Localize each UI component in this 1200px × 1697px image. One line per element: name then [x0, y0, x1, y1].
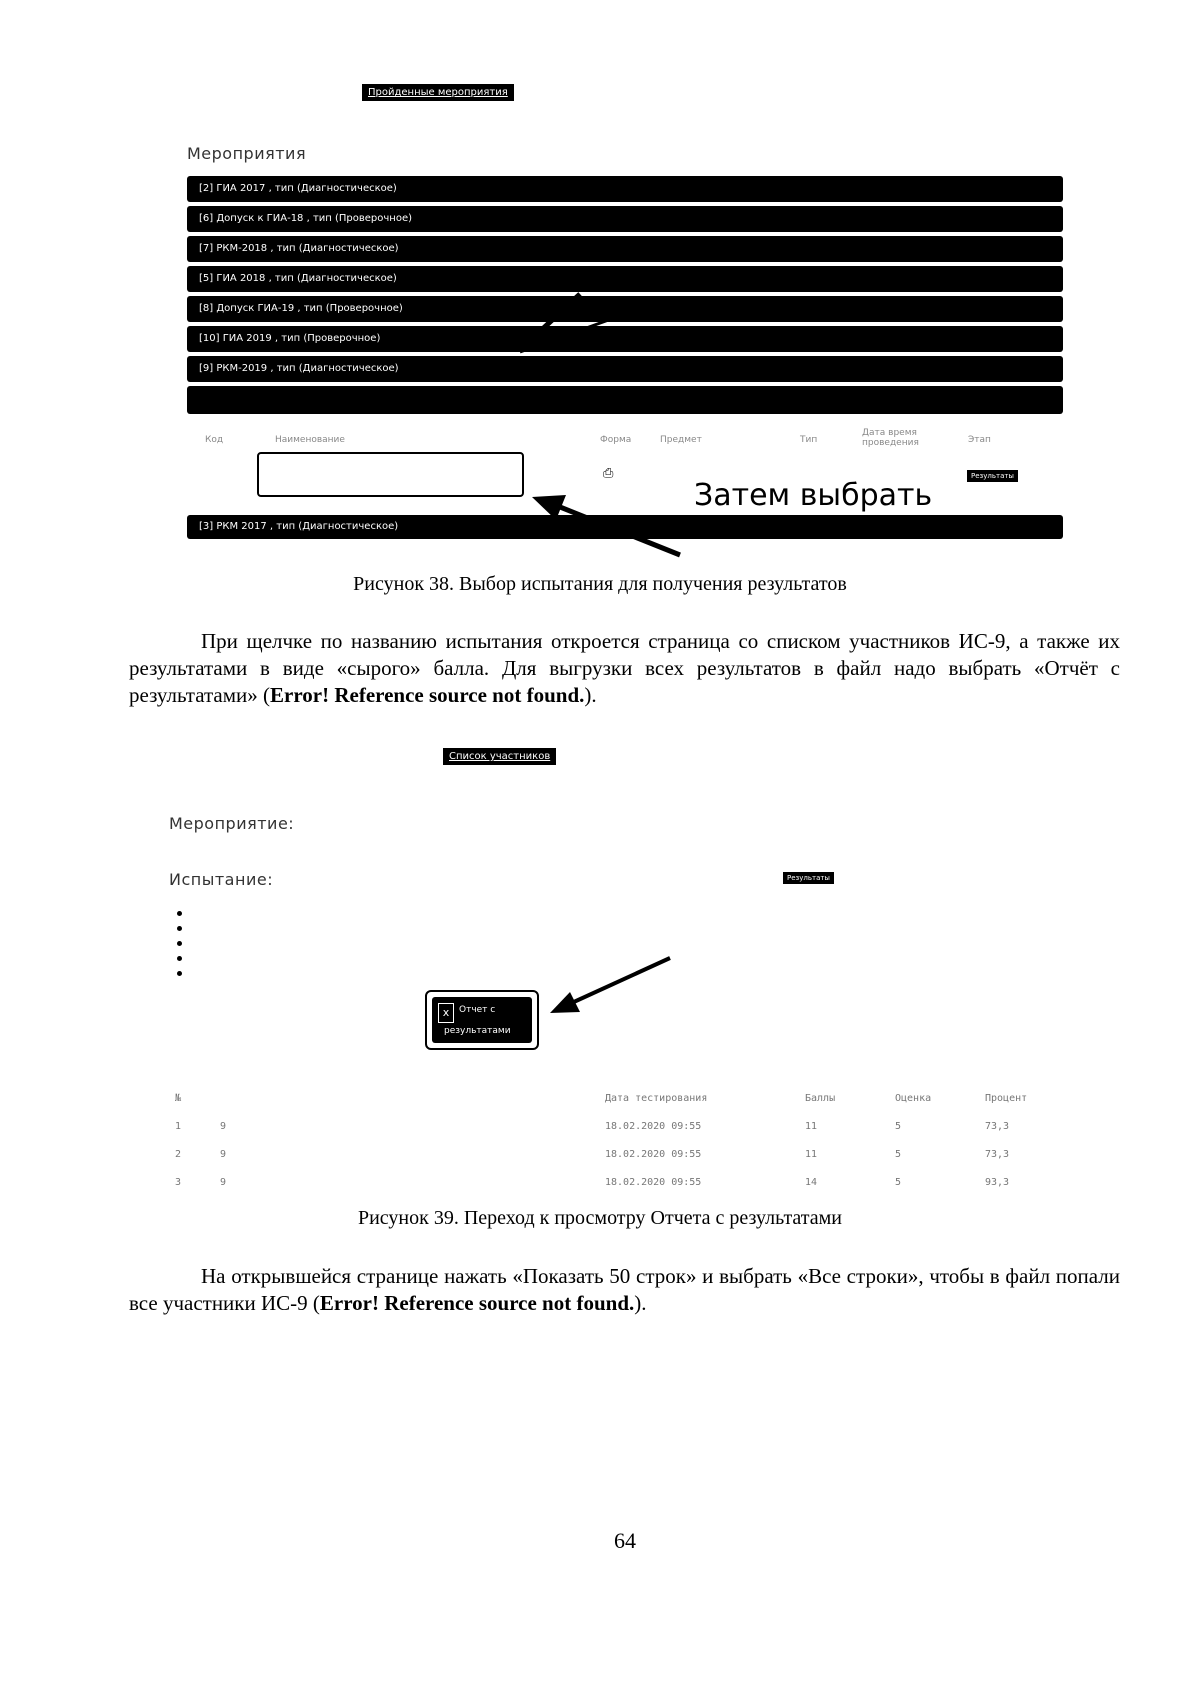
event-row[interactable]: [10] ГИА 2019 , тип (Проверочное) — [187, 326, 1063, 352]
column-header-form: Форма — [600, 435, 632, 445]
annotation-arrow — [540, 950, 680, 1020]
paragraph-end: ). — [584, 683, 597, 707]
report-button-label: Отчет с — [459, 1005, 496, 1015]
bullet-point — [177, 956, 182, 961]
event-row[interactable]: [6] Допуск к ГИА-18 , тип (Проверочное) — [187, 206, 1063, 232]
event-row[interactable]: [2] ГИА 2017 , тип (Диагностическое) — [187, 176, 1063, 202]
details-bullet-list — [177, 911, 182, 986]
cell-percent: 73,3 — [985, 1121, 1010, 1132]
annotation-text-cut: экзамен — [690, 520, 820, 542]
arrow-head — [532, 495, 566, 520]
arrow-line — [555, 505, 680, 555]
column-header-code: Код — [205, 435, 224, 445]
bullet-point — [177, 971, 182, 976]
cell-num: 2 — [175, 1149, 182, 1160]
event-row[interactable]: [7] РКМ-2018 , тип (Диагностическое) — [187, 236, 1063, 262]
cell-grade: 5 — [895, 1177, 902, 1188]
column-header-name: Наименование — [275, 435, 345, 445]
table-header: Баллы — [805, 1093, 836, 1104]
completed-events-tab[interactable]: Пройденные мероприятия — [362, 84, 514, 101]
cell-class: 9 — [220, 1177, 227, 1188]
participants-table — [175, 1093, 1055, 1205]
test-label: Испытание: — [169, 870, 274, 889]
cell-class: 9 — [220, 1121, 227, 1132]
table-row[interactable] — [175, 1177, 1055, 1205]
table-header: Дата тестирования — [605, 1093, 708, 1104]
cell-percent: 93,3 — [985, 1177, 1010, 1188]
participants-list-tab[interactable]: Список участников — [443, 748, 556, 765]
arrow-line — [565, 958, 670, 1006]
cell-score: 11 — [805, 1121, 818, 1132]
annotation-text — [690, 520, 820, 542]
table-row[interactable] — [175, 1149, 1055, 1177]
report-button-body[interactable] — [432, 997, 532, 1043]
events-heading: Мероприятия — [187, 144, 307, 163]
cell-grade: 5 — [895, 1149, 902, 1160]
cell-percent: 73,3 — [985, 1149, 1010, 1160]
bullet-point — [177, 926, 182, 931]
annotation-text: Затем выбрать — [690, 478, 936, 513]
results-badge[interactable]: Результаты — [967, 470, 1018, 482]
table-header: Процент — [985, 1093, 1028, 1104]
table-header-row — [175, 1093, 1055, 1121]
cell-date: 18.02.2020 09:55 — [605, 1149, 702, 1160]
cell-score: 14 — [805, 1177, 818, 1188]
column-header-datetime: Дата время проведения — [862, 428, 919, 448]
cell-date: 18.02.2020 09:55 — [605, 1121, 702, 1132]
bullet-point — [177, 911, 182, 916]
table-row[interactable] — [175, 1121, 1055, 1149]
figure-caption: Рисунок 39. Переход к просмотру Отчета с результатами — [357, 1207, 843, 1229]
cell-num: 3 — [175, 1177, 182, 1188]
event-row[interactable]: [5] ГИА 2018 , тип (Диагностическое) — [187, 266, 1063, 292]
event-row[interactable]: [3] РКМ 2017 , тип (Диагностическое) — [187, 515, 1063, 539]
table-header: Оценка — [895, 1093, 932, 1104]
event-row[interactable]: [9] РКМ-2019 , тип (Диагностическое) — [187, 356, 1063, 382]
annotation-arrows — [0, 0, 1200, 580]
body-paragraph — [129, 628, 1120, 709]
table-header: № — [175, 1093, 182, 1104]
printer-icon[interactable]: ⎙ — [603, 466, 614, 481]
event-row[interactable]: [8] Допуск ГИА-19 , тип (Проверочное) — [187, 296, 1063, 322]
figure-caption: Рисунок 38. Выбор испытания для получения результатов — [353, 573, 847, 595]
cell-class: 9 — [220, 1149, 227, 1160]
event-label: Мероприятие: — [169, 814, 295, 833]
reference-error: Error! Reference source not found. — [270, 683, 585, 707]
paragraph-end: ). — [634, 1291, 647, 1315]
column-header-stage: Этап — [968, 435, 991, 445]
cell-score: 11 — [805, 1149, 818, 1160]
body-paragraph — [129, 1263, 1120, 1317]
excel-file-icon: x — [438, 1003, 454, 1023]
column-header-subject: Предмет — [660, 435, 702, 445]
results-badge[interactable]: Результаты — [783, 872, 834, 884]
cell-num: 1 — [175, 1121, 182, 1132]
cell-date: 18.02.2020 09:55 — [605, 1177, 702, 1188]
bullet-point — [177, 941, 182, 946]
column-header-type: Тип — [800, 435, 818, 445]
report-with-results-button[interactable] — [425, 990, 539, 1050]
paragraph-text: На открывшейся странице нажать «Показать 50 строк» и выбрать «Все строки», чтобы в файл попали все участники ИС-9 ( — [129, 1264, 1120, 1315]
report-button-label: результатами — [444, 1026, 511, 1036]
reference-error: Error! Reference source not found. — [319, 1291, 635, 1315]
paragraph-text: При щелчке по названию испытания откроется страница со списком участников ИС-9, а также их результатами в виде «сырого» балла. Для выгрузки всех результатов в файл надо выбрать «Отчёт с результатами» ( — [129, 629, 1120, 707]
page-number: 64 — [614, 1528, 636, 1553]
cell-grade: 5 — [895, 1121, 902, 1132]
